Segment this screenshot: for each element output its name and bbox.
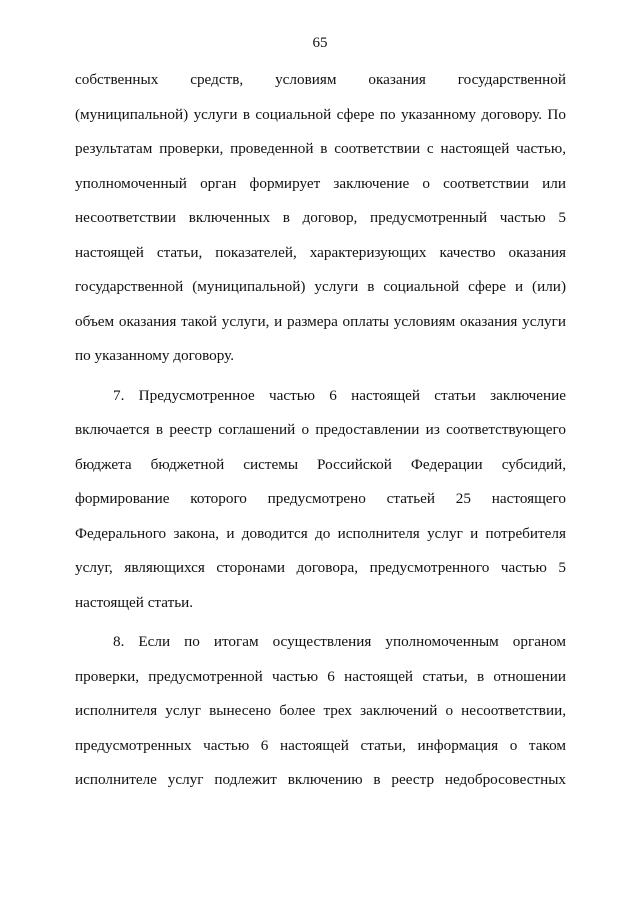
text-line: бюджета бюджетной системы Российской Федерации субсидий,: [75, 456, 566, 473]
text-line: результатам проверки, проведенной в соответствии с настоящей частью,: [75, 140, 566, 157]
text-line: объем оказания такой услуги, и размера оплаты условиям оказания услуги: [75, 313, 566, 330]
text-line: настоящей статьи, показателей, характеризующих качество оказания: [75, 244, 566, 261]
text-line: предусмотренных частью 6 настоящей статьи, информация о таком: [75, 737, 566, 754]
text-line: услуг, являющихся сторонами договора, предусмотренного частью 5: [75, 559, 566, 576]
page-number: 65: [312, 35, 328, 51]
text-line: собственных средств, условиям оказания государственной: [75, 71, 566, 88]
text-line: Федерального закона, и доводится до исполнителя услуг и потребителя: [75, 525, 566, 542]
text-line: включается в реестр соглашений о предоставлении из соответствующего: [75, 421, 566, 438]
text-line: (муниципальной) услуги в социальной сфере по указанному договору. По: [75, 106, 566, 123]
text-line: исполнителе услуг подлежит включению в реестр недобросовестных: [75, 771, 566, 788]
text-line: 8. Если по итогам осуществления уполномоченным органом: [113, 633, 566, 650]
text-line: государственной (муниципальной) услуги в социальной сфере и (или): [75, 278, 566, 295]
text-line: уполномоченный орган формирует заключение о соответствии или: [75, 175, 566, 192]
text-line: проверки, предусмотренной частью 6 настоящей статьи, в отношении: [75, 668, 566, 685]
text-line: формирование которого предусмотрено статьей 25 настоящего: [75, 490, 566, 507]
text-line: по указанному договору.: [75, 347, 234, 364]
text-line: исполнителя услуг вынесено более трех заключений о несоответствии,: [75, 702, 566, 719]
text-line: 7. Предусмотренное частью 6 настоящей статьи заключение: [113, 387, 566, 404]
text-line: несоответствии включенных в договор, предусмотренный частью 5: [75, 209, 566, 226]
text-line: настоящей статьи.: [75, 594, 194, 611]
